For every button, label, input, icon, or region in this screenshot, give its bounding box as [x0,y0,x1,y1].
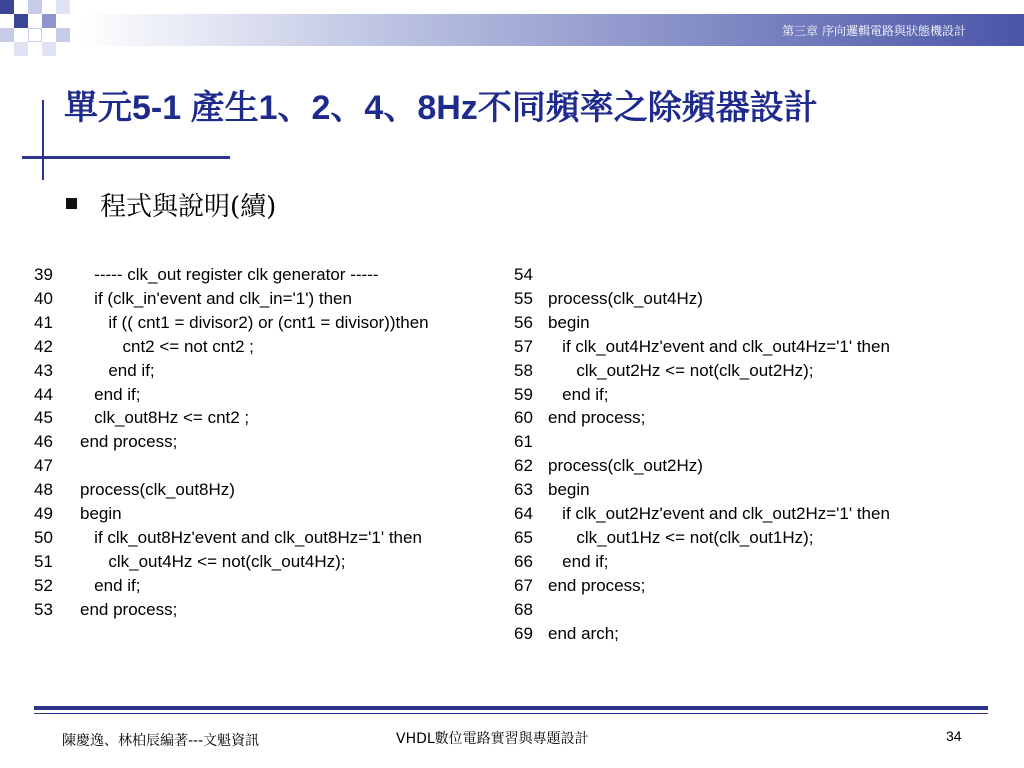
code-text: if clk_out2Hz'event and clk_out2Hz='1' then [548,504,890,524]
code-line [34,454,429,478]
code-line [514,311,890,335]
code-text: if clk_out8Hz'event and clk_out8Hz='1' then [80,527,422,547]
code-line [34,335,429,359]
code-line [34,311,429,335]
code-line [34,383,429,407]
line-number: 40 [34,288,53,308]
code-line [34,550,429,574]
code-text: ----- clk_out register clk generator ----- [80,265,379,284]
code-text: end if; [80,575,141,595]
line-number: 43 [34,360,53,380]
code-text: clk_out1Hz <= not(clk_out1Hz); [548,527,814,547]
code-line [34,359,429,383]
code-text: end arch; [548,623,619,643]
code-text: begin [548,312,590,332]
code-line [34,502,429,526]
line-number: 44 [34,384,53,404]
line-number: 51 [34,551,53,571]
code-listing-right [514,263,890,646]
code-text: end if; [80,384,141,404]
code-line [34,574,429,598]
code-line [34,263,429,287]
line-number: 62 [514,456,533,476]
line-number: 48 [34,480,53,500]
title-part1: 單元 [64,88,132,128]
code-text: process(clk_out2Hz) [548,456,703,476]
line-number: 47 [34,456,53,476]
page-title [64,80,818,129]
chapter-title: 第三章 序向邏輯電路與狀態機設計 [782,24,966,38]
footer-rule-thin [34,713,988,714]
code-line [514,263,890,287]
title-vertical-rule [42,100,44,180]
code-line [514,478,890,502]
code-text: cnt2 <= not cnt2 ; [80,336,254,356]
line-number: 64 [514,504,533,524]
code-line [34,598,429,622]
code-text: end process; [80,599,178,619]
line-number: 41 [34,312,53,332]
code-line [514,406,890,430]
line-number: 61 [514,432,533,452]
line-number: 55 [514,288,533,308]
line-number: 46 [34,432,53,452]
code-line [34,430,429,454]
code-line [34,287,429,311]
code-text: process(clk_out4Hz) [548,288,703,308]
code-line [514,383,890,407]
code-text: end process; [548,575,646,595]
title-part2: 產生 [190,88,259,128]
code-line [34,478,429,502]
line-number: 49 [34,504,53,524]
code-text: begin [80,504,122,524]
title-num1: 5-1 [132,89,191,127]
code-text: end if; [80,360,155,380]
bullet-square-icon [66,198,77,209]
code-line [514,526,890,550]
line-number: 66 [514,551,533,571]
code-listing-left [34,263,429,622]
section-label: 程式與說明(續) [100,192,277,222]
line-number: 65 [514,527,533,547]
code-line [514,359,890,383]
code-text: if (( cnt1 = divisor2) or (cnt1 = divisor))then [80,312,429,332]
code-text: process(clk_out8Hz) [80,480,235,500]
code-text: end if; [548,384,609,404]
line-number: 69 [514,623,533,643]
code-line [514,574,890,598]
page-number: 34 [946,728,962,744]
footer-rule [34,706,988,710]
code-line [34,526,429,550]
code-line [514,287,890,311]
code-text: clk_out8Hz <= cnt2 ; [80,408,250,428]
line-number: 56 [514,312,533,332]
footer-authors: 陳慶逸、林柏辰編著---文魁資訊 [62,733,260,749]
code-line [514,454,890,478]
title-horizontal-rule [22,156,230,159]
code-text: if clk_out4Hz'event and clk_out4Hz='1' then [548,336,890,356]
code-line [514,502,890,526]
line-number: 54 [514,265,533,284]
line-number: 63 [514,480,533,500]
code-text: if (clk_in'event and clk_in='1') then [80,288,352,308]
line-number: 45 [34,408,53,428]
line-number: 50 [34,527,53,547]
code-line [514,550,890,574]
code-line [514,430,890,454]
title-num2: 1、2、4、8Hz [258,89,478,127]
line-number: 42 [34,336,53,356]
footer-book-title: VHDL數位電路實習與專題設計 [396,731,589,747]
code-text: end process; [80,432,178,452]
line-number: 67 [514,575,533,595]
code-line [514,622,890,646]
line-number: 58 [514,360,533,380]
code-text: end process; [548,408,646,428]
code-text: clk_out2Hz <= not(clk_out2Hz); [548,360,814,380]
line-number: 53 [34,599,53,619]
title-part3: 不同頻率之除頻器設計 [477,88,818,128]
code-text: begin [548,480,590,500]
line-number: 39 [34,265,53,284]
code-line [514,598,890,622]
line-number: 52 [34,575,53,595]
code-line [34,406,429,430]
line-number: 59 [514,384,533,404]
code-text: end if; [548,551,609,571]
line-number: 68 [514,599,533,619]
line-number: 57 [514,336,533,356]
code-text: clk_out4Hz <= not(clk_out4Hz); [80,551,346,571]
code-line [514,335,890,359]
line-number: 60 [514,408,533,428]
